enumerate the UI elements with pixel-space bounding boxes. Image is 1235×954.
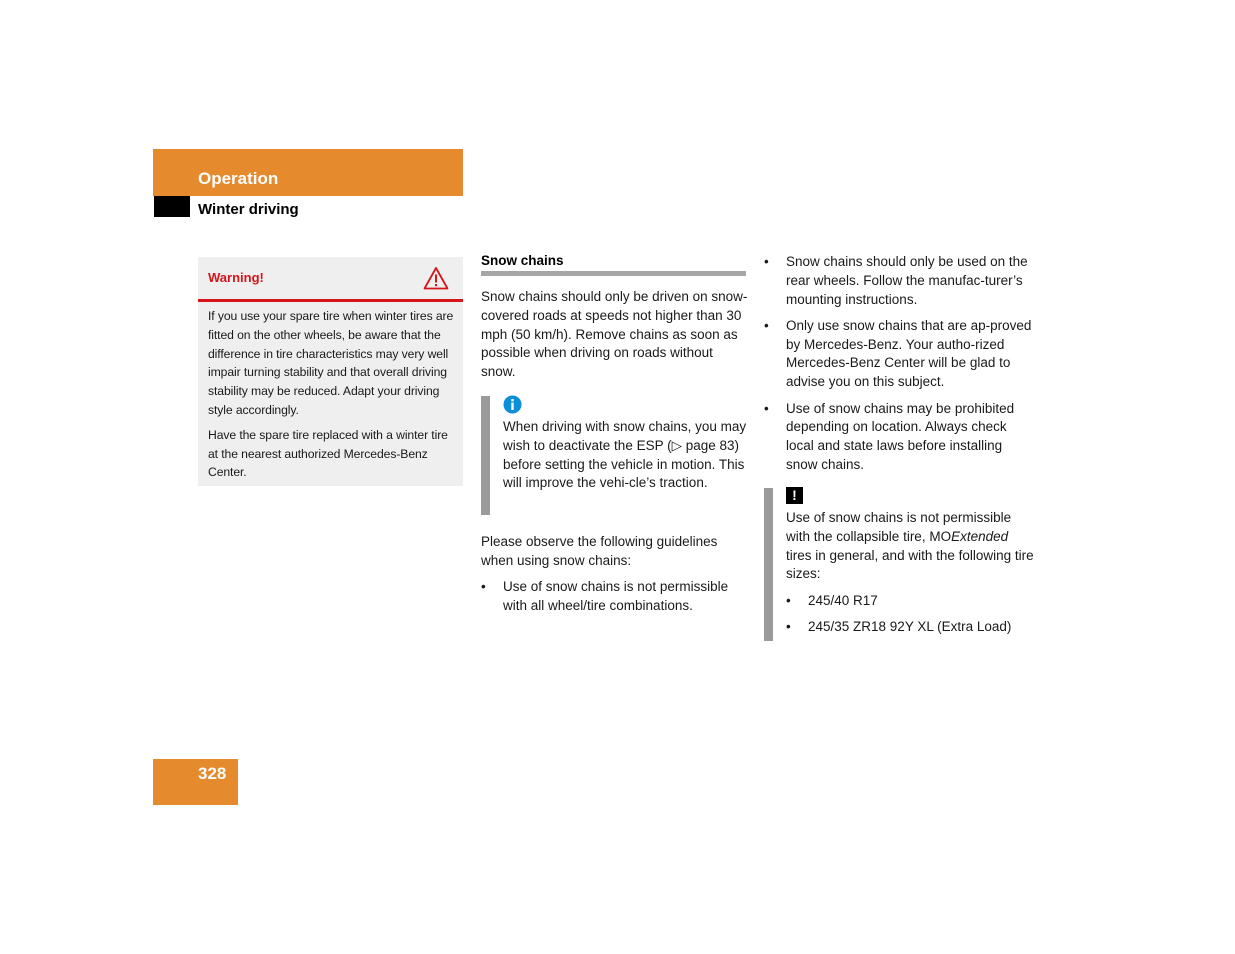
list-item: • 245/35 ZR18 92Y XL (Extra Load) [786, 619, 1012, 635]
guidelines-list-col2 [481, 578, 746, 623]
info-icon [503, 395, 522, 414]
info-side-bar [481, 396, 490, 515]
snow-chains-heading: Snow chains [481, 253, 564, 268]
list-item: • Use of snow chains may be prohibited depending on location. Always check local and state laws before installing snow chains. [764, 400, 1015, 472]
warning-triangle-icon [423, 266, 449, 290]
subsection-title: Winter driving [198, 201, 299, 218]
guidelines-list-col3 [764, 253, 1032, 482]
warning-paragraph: If you use your spare tire when winter tires are fitted on the other wheels, be aware that the difference in tire characteristics may very well impair turning stability and that overall driving stability may be reduced. Adapt your driving style accordingly. [208, 309, 454, 417]
warning-text [208, 307, 458, 488]
section-title: Operation [198, 169, 279, 188]
exclamation-icon: ! [786, 487, 803, 504]
warning-box [198, 257, 463, 486]
list-item: • 245/40 R17 [786, 593, 878, 608]
note-text: Use of snow chains is not permissible with the collapsible tire, MOExtended tires in general, and with the following tire sizes: [786, 510, 1034, 582]
info-text: When driving with snow chains, you may wish to deactivate the ESP (▷ page 83) before setting the vehicle in motion. This will improve the vehi-cle’s traction. [503, 419, 747, 491]
tire-size-list [786, 592, 1036, 645]
page-number: 328 [198, 764, 227, 783]
list-item: • Snow chains should only be used on the rear wheels. Follow the manufac-turer’s mounting instructions. [764, 254, 1028, 307]
warning-header [198, 257, 463, 302]
warning-title: Warning! [208, 270, 264, 285]
warning-paragraph: Have the spare tire replaced with a winter tire at the nearest authorized Mercedes-Benz Center. [208, 427, 448, 480]
guidelines-intro: Please observe the following guidelines when using snow chains: [481, 534, 718, 568]
note-side-bar [764, 488, 773, 641]
list-item: • Use of snow chains is not permissible with all wheel/tire combinations. [481, 579, 729, 613]
list-item: • Only use snow chains that are ap-proved by Mercedes-Benz. Your autho-rized Mercedes-Benz Center will be glad to advise you on this subject. [764, 317, 1032, 390]
snow-chains-intro: Snow chains should only be driven on snow-covered roads at speeds not higher than 30 mph (50 km/h). Remove chains as soon as possible when driving on roads without snow. [481, 289, 748, 380]
heading-rule [481, 271, 746, 276]
subsection-marker [154, 196, 190, 217]
